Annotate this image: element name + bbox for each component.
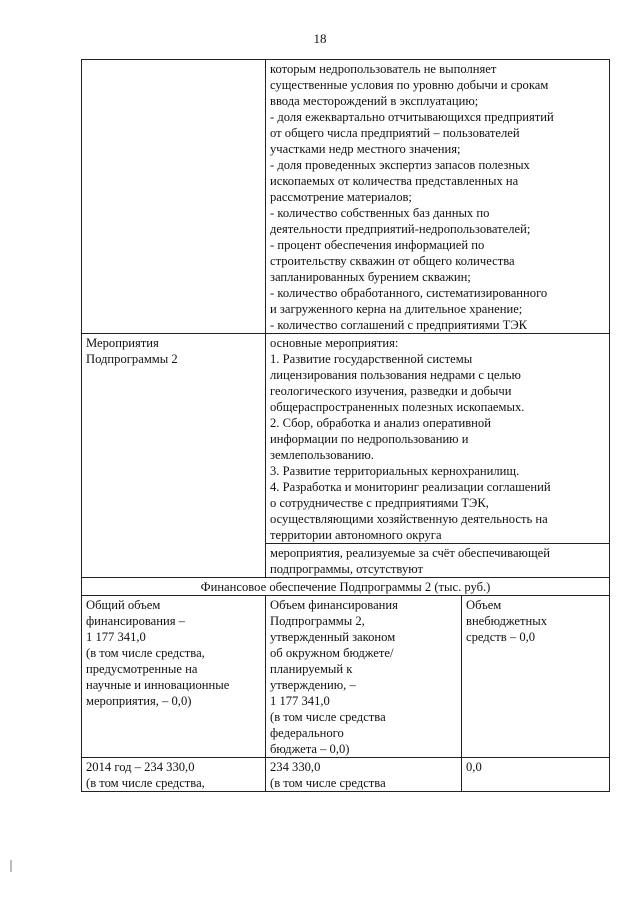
text-line: Объем — [466, 598, 502, 612]
text-line: территории автономного округа — [270, 528, 442, 542]
text-line: планируемый к — [270, 662, 353, 676]
text-line: - количество соглашений с предприятиями ТЭК — [270, 318, 528, 332]
text-line: мероприятия, реализуемые за счёт обеспечивающей — [270, 546, 550, 560]
text-line: финансирования – — [86, 614, 185, 628]
text-line: землепользованию. — [270, 448, 374, 462]
text-line: общераспространенных полезных ископаемых. — [270, 400, 525, 414]
text-line: (в том числе средства, — [86, 776, 205, 790]
text-line: (в том числе средства — [270, 710, 386, 724]
text-line: - доля проведенных экспертиз запасов полезных — [270, 158, 530, 172]
text-line: предусмотренные на — [86, 662, 198, 676]
activities-row — [82, 334, 610, 544]
text-line: строительству скважин от общего количества — [270, 254, 515, 268]
total-financing-cell — [82, 596, 266, 758]
text-line: Подпрограммы 2, — [270, 614, 365, 628]
text-line: 2014 год – 234 330,0 — [86, 760, 195, 774]
text-line: - количество обработанного, систематизированного — [270, 286, 548, 300]
text-line: 0,0 — [466, 760, 482, 774]
text-line: участками недр местного значения; — [270, 142, 461, 156]
text-line: бюджета – 0,0) — [270, 742, 350, 756]
text-line: рассмотрение материалов; — [270, 190, 412, 204]
text-line: Объем финансирования — [270, 598, 398, 612]
year-total-cell — [82, 758, 266, 792]
text-line: - доля ежеквартально отчитывающихся предприятий — [270, 110, 554, 124]
text-line: геологического изучения, разведки и добычи — [270, 384, 512, 398]
text-line: 4. Разработка и мониторинг реализации соглашений — [270, 480, 551, 494]
activities-label-line: Подпрограммы 2 — [86, 352, 178, 366]
text-line: которым недропользователь не выполняет — [270, 62, 497, 76]
text-line: от общего числа предприятий – пользователей — [270, 126, 520, 140]
text-line: 1 177 341,0 — [270, 694, 330, 708]
text-line: (в том числе средства — [270, 776, 386, 790]
text-line: о сотрудничестве с предприятиями ТЭК, — [270, 496, 489, 510]
page-number: 18 — [313, 31, 327, 46]
indicators-left-cell — [82, 60, 266, 334]
finance-totals-row — [82, 596, 610, 758]
text-line: информации по недропользованию и — [270, 432, 469, 446]
text-line: и загруженного керна на длительное хранение; — [270, 302, 523, 316]
text-line: основные мероприятия: — [270, 336, 399, 350]
text-line: (в том числе средства, — [86, 646, 205, 660]
text-line: подпрограммы, отсутствуют — [270, 562, 423, 576]
text-line: мероприятия, – 0,0) — [86, 694, 192, 708]
text-line: 234 330,0 — [270, 760, 321, 774]
text-line: - количество собственных баз данных по — [270, 206, 490, 220]
subprogram-passport-table — [81, 59, 610, 792]
text-line: 1. Развитие государственной системы — [270, 352, 473, 366]
activities-label-cell — [82, 334, 266, 578]
year-2014-row — [82, 758, 610, 792]
activities-list-cell — [266, 334, 610, 544]
text-line: деятельности предприятий-недропользователей; — [270, 222, 531, 236]
text-line: 2. Сбор, обработка и анализ оперативной — [270, 416, 491, 430]
indicators-text-cell — [266, 60, 610, 334]
text-line: утвержденный законом — [270, 630, 396, 644]
text-line: утверждению, – — [270, 678, 356, 692]
text-line: средств – 0,0 — [466, 630, 536, 644]
text-line: научные и инновационные — [86, 678, 230, 692]
budget-financing-cell — [266, 596, 462, 758]
text-line: федерального — [270, 726, 344, 740]
text-line: ввода месторождений в эксплуатацию; — [270, 94, 479, 108]
extrabudgetary-cell — [462, 596, 610, 758]
text-line: запланированных бурением скважин; — [270, 270, 471, 284]
indicators-row — [82, 60, 610, 334]
support-activities-cell — [266, 544, 610, 578]
scan-mark — [10, 860, 12, 872]
text-line: осуществляющими хозяйственную деятельность на — [270, 512, 548, 526]
text-line: существенные условия по уровню добычи и срокам — [270, 78, 549, 92]
text-line: 3. Развитие территориальных кернохранилищ. — [270, 464, 520, 478]
text-line: 1 177 341,0 — [86, 630, 146, 644]
text-line: об окружном бюджете/ — [270, 646, 394, 660]
activities-label-line: Мероприятия — [86, 336, 159, 350]
text-line: Общий объем — [86, 598, 161, 612]
text-line: лицензирования пользования недрами с целью — [270, 368, 521, 382]
text-line: - процент обеспечения информацией по — [270, 238, 485, 252]
text-line: ископаемых от количества представленных на — [270, 174, 519, 188]
finance-header-cell: Финансовое обеспечение Подпрограммы 2 (тыс. руб.) — [82, 578, 610, 596]
year-extrabudgetary-cell — [462, 758, 610, 792]
text-line: внебюджетных — [466, 614, 547, 628]
year-budget-cell — [266, 758, 462, 792]
finance-header-row — [82, 578, 610, 596]
